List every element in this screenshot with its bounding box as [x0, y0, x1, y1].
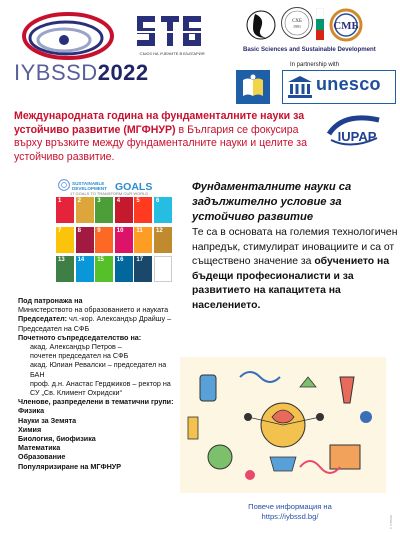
chair-value: чл.-кор. Александър Драйшу – Председател на СФБ — [18, 314, 172, 333]
sdg-banner: SUSTAINABLE DEVELOPMENT — [72, 181, 107, 191]
organizers-list — [18, 296, 174, 471]
fundamental-sciences-title: Фундаменталните науки са задължително условие за устойчиво развитие — [192, 181, 352, 223]
bssd-title: Basic Sciences and Sustainable Development — [243, 46, 376, 53]
more-info-label: Повече информация на — [248, 502, 332, 511]
group-item: Популяризиране на МГФНУР — [18, 461, 122, 471]
sdg-subtitle: 17 GOALS TO TRANSFORM OUR WORLD — [70, 191, 149, 196]
group-item: Физика — [18, 406, 45, 416]
sdg-tile-10: 10 — [115, 227, 133, 253]
fundamental-sciences-body — [192, 226, 398, 314]
chair-line — [18, 314, 174, 332]
sdg-tile-15: 15 — [95, 256, 113, 282]
fund-body-text: Те са в основата на големия технологичен напредък, стимулират иновациите и са от съществено значение за — [192, 227, 398, 268]
seal-text: СХБ — [292, 19, 302, 24]
sdg-tile-13: 13 — [56, 256, 74, 282]
iybssd-letters: IYBSSD — [14, 60, 98, 85]
patronage-value: Министерството на образованието и науката — [18, 305, 169, 315]
sdg-tile-3: 3 — [95, 197, 113, 223]
group-item: Науки за Земята — [18, 415, 77, 425]
sdg-tile-16: 16 — [115, 256, 133, 282]
sub-caption: СЪЮЗ НА УЧЕНИТЕ В БЪЛГАРИЯ — [139, 51, 205, 56]
svg-text:СМБ: СМБ — [333, 20, 359, 32]
intro-paragraph — [14, 110, 318, 164]
sdg-tile-12: 12 — [154, 227, 172, 253]
groups-list — [18, 406, 174, 470]
patronage-label: Под патронажа на — [18, 296, 83, 305]
seal-logo — [280, 6, 314, 40]
group-item: Биология, биофизика — [18, 434, 96, 444]
sdg-tile-11: 11 — [134, 227, 152, 253]
unesco-wordmark: unesco — [316, 74, 381, 94]
groups-label: Членове, разпределени в тематични групи: — [18, 397, 174, 407]
group-item: Математика — [18, 443, 61, 453]
iupap-text: IUPAP — [337, 129, 377, 144]
un-emblem-icon — [58, 179, 70, 191]
sdg-tile-8: 8 — [76, 227, 94, 253]
bulgarian-flag-stripes — [316, 8, 324, 40]
honorary-2: акад. Юлиан Ревалски – председател на БАН — [30, 360, 167, 379]
intro-highlight: Международната година на фундаменталните науки за устойчиво развитие (МГФНУР) — [14, 110, 305, 136]
smb-logo — [327, 8, 365, 42]
sdg-tile-2: 2 — [76, 197, 94, 223]
honorary-1: акад. Александър Петров – — [30, 342, 122, 352]
fund-body-bold: обучението на бъдещи професионалисти и за развитието на капацитета на населението. — [192, 256, 390, 311]
iybssd-year: 2022 — [97, 60, 149, 85]
book-emblem-logo — [236, 70, 270, 104]
iupap-logo — [323, 114, 389, 152]
intro-rest: в България се фокусира върху връзките между фундаменталните науки и целите за устойчиво развитие. — [14, 123, 308, 163]
sdg-tile-4: 4 — [115, 197, 133, 223]
group-item: Образование — [18, 452, 66, 462]
partnership-label: In partnership with — [290, 62, 340, 68]
sdg-tile-17: 17 — [134, 256, 152, 282]
group-item: Химия — [18, 424, 42, 434]
sdg-tile-6: 6 — [154, 197, 172, 223]
iybssd-wordmark — [14, 60, 149, 86]
sdg-tile-14: 14 — [76, 256, 94, 282]
doc-code: © IYBSSD — [389, 514, 394, 530]
chair-label: Председател: — [18, 314, 68, 324]
honorary-1b: почетен председател на СФБ — [30, 351, 129, 361]
svg-text:1991: 1991 — [293, 24, 301, 29]
website-link[interactable]: https://iybssd.bg/ — [261, 512, 319, 521]
sdg-tile-5: 5 — [134, 197, 152, 223]
sdg-tile-1: 1 — [56, 197, 74, 223]
unesco-temple-icon — [287, 75, 313, 99]
sdg-tile-grid — [56, 197, 174, 289]
bas-logo — [246, 8, 276, 42]
sdg-goals-tile — [154, 256, 172, 282]
science-doodle-illustration — [180, 357, 386, 493]
more-info — [210, 502, 370, 522]
sdg-tile-9: 9 — [95, 227, 113, 253]
honorary-3: проф. д.н. Анастас Герджиков – ректор на СУ „Св. Климент Охридски“ — [30, 378, 171, 398]
sub-union-logo — [133, 10, 207, 50]
sdg-tile-7: 7 — [56, 227, 74, 253]
sdg-goals-title: GOALS — [115, 181, 153, 193]
honorary-label: Почетното съпредседателство на: — [18, 332, 142, 342]
